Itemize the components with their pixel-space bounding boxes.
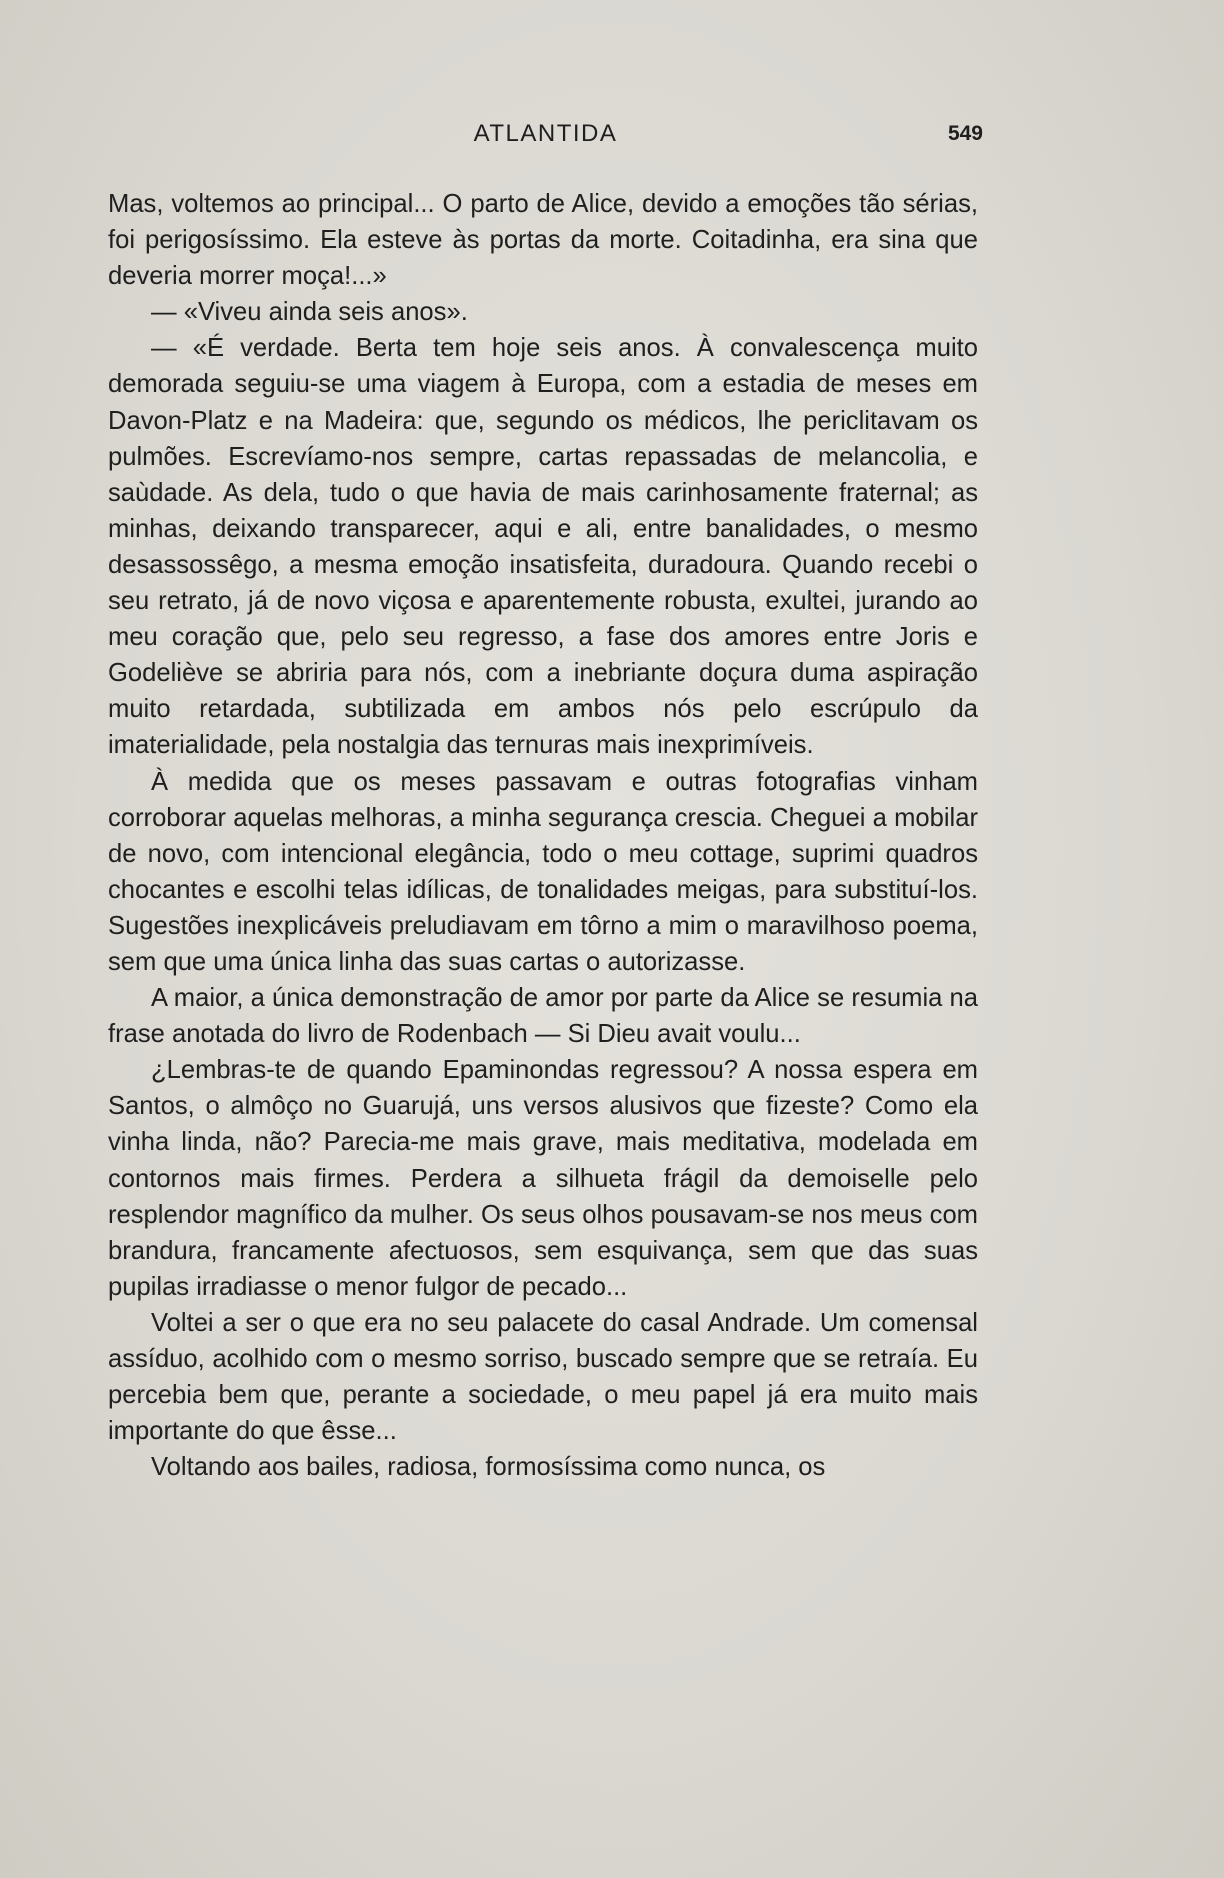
paragraph: ¿Lembras-te de quando Epaminondas regressou? A nossa espera em Santos, o almôço no Guarujá, uns versos alusivos que fizeste? Como ela vinha linda, não? Parecia-me mais grave, mais meditativa, modelada em contornos mais firmes. Perdera a silhueta frágil da demoiselle pelo resplendor magnífico da mulher. Os seus olhos pousavam-se nos meus com brandura, francamente afectuosos, sem esquivança, sem que das suas pupilas irradiasse o menor fulgor de pecado... [108,1056,978,1301]
paragraph: Voltando aos bailes, radiosa, formosíssima como nunca, os [151,1453,826,1482]
body-text [108,186,978,1485]
paragraph: — «É verdade. Berta tem hoje seis anos. À convalescença muito demorada seguiu-se uma viagem à Europa, com a estadia de meses em Davon-Platz e na Madeira: que, segundo os médicos, lhe periclitavam os pulmões. Escrevíamo-nos sempre, cartas repassadas de melancolia, e saùdade. As dela, tudo o que havia de mais carinhosamente fraternal; as minhas, deixando transparecer, aqui e ali, entre banalidades, o mesmo desassossêgo, a mesma emoção insatisfeita, duradoura. Quando recebi o seu retrato, já de novo viçosa e aparentemente robusta, exultei, jurando ao meu coração que, pelo seu regresso, a fase dos amores entre Joris e Godelièvе se abriria para nós, com a inebriante doçura duma aspiração muito retardada, subtilizada em ambos nós pelo escrúpulo da imaterialidade, pela nostalgia das ternuras mais inexprimíveis. [108,334,978,760]
running-title: ATLANTIDA [473,120,618,147]
paragraph: À medida que os meses passavam e outras fotografias vinham corroborar aquelas melhoras, a minha segurança crescia. Cheguei a mobilar de novo, com intencional elegância, todo o meu cottage, suprimi quadros chocantes e escolhi telas idílicas, de tonalidades meigas, para substituí-los. Sugestões inexplicáveis preludiavam em tôrno a mim o maravilhoso poema, sem que uma única linha das suas cartas o autorizasse. [108,767,978,976]
paragraph: A maior, a única demonstração de amor por parte da Alice se resumia na frase anotada do livro de Rodenbach — Si Dieu avait voulu... [108,984,978,1049]
page-header [108,120,983,160]
paragraph: Voltei a ser o que era no seu palacete do casal Andrade. Um comensal assíduo, acolhido com o mesmo sorriso, buscado sempre que se retraía. Eu percebia bem que, perante a sociedade, o meu papel já era muito mais importante do que êsse... [108,1308,978,1446]
page-number: 549 [947,122,983,145]
paragraph: — «Viveu ainda seis anos». [151,298,468,327]
paragraph: Mas, voltemos ao principal... O parto de Alice, devido a emoções tão sérias, foi perigosíssimo. Ela esteve às portas da morte. Coitadinha, era sina que deveria morrer moça!...» [108,190,978,291]
